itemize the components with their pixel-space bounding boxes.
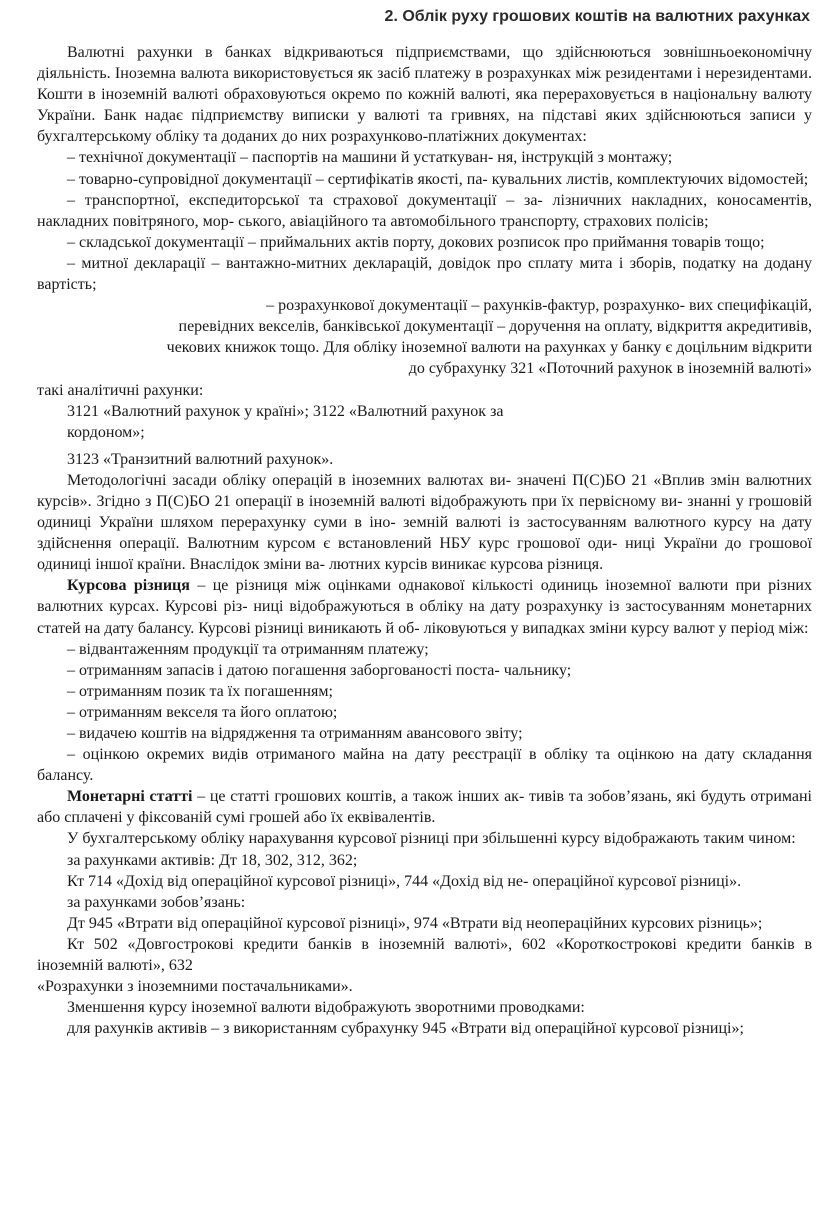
list-item: – отриманням векселя та його оплатою;	[67, 703, 338, 721]
liabilities-credit-tail: «Розрахунки з іноземними постачальниками».	[37, 978, 353, 996]
exchange-difference-definition: – це різниця між оцінками однакової кількості одиниць іноземної валюти при різних валютних курсах. Курсові різ- ниці відображуються в обліку на дату розрахунку із застосуванням монетарних статей на дату балансу. Курсові різниці виникають й об- ліковуються у випадках зміни курсу валют у період між:	[37, 577, 812, 637]
settlement-docs-line: чекових книжок тощо. Для обліку іноземної валюти на рахунках у банку є доцільним відкрити	[166, 339, 812, 357]
assets-decrease-line: для рахунків активів – з використанням субрахунку 945 «Втрати від операційної курсової різниці»;	[67, 1020, 744, 1038]
monetary-items-term: Монетарні статті	[67, 788, 193, 806]
settlement-docs-line: до субрахунку 321 «Поточний рахунок в іноземній валюті»	[408, 360, 812, 378]
decrease-paragraph: Зменшення курсу іноземної валюти відображують зворотними проводками:	[67, 999, 585, 1017]
exchange-difference-paragraph	[37, 575, 812, 638]
account-3121: 3121 «Валютний рахунок у країні»; 3122 «Валютний рахунок за	[67, 402, 504, 420]
list-item: – транспортної, експедиторської та страхової документації – за- лізничних накладних, коносаментів, накладних повітряного, мор- ського, авіаційного та автомобільного транспорту, страхових полісів;	[37, 191, 812, 230]
list-item: – отриманням позик та їх погашенням;	[67, 682, 333, 700]
list-item: – товарно-супровідної документації – сертифікатів якості, па- кувальних листів, комплектуючих відомостей;	[67, 170, 809, 188]
assets-debit-line: за рахунками активів: Дт 18, 302, 312, 362;	[67, 851, 358, 869]
liabilities-debit-line: Дт 945 «Втрати від операційної курсової різниці», 974 «Втрати від неопераційних курсових різниць»;	[67, 914, 763, 932]
assets-credit-line: Кт 714 «Дохід від операційної курсової різниці», 744 «Дохід від не- операційної курсової різниці».	[67, 872, 742, 890]
methodology-paragraph: Методологічні засади обліку операцій в іноземних валютах ви- значені П(С)БО 21 «Вплив змін валютних курсів». Згідно з П(С)БО 21 операції в іноземній валюті відображують при їх первісному ви- знанні у грошовій одиниці України шляхом перерахунку суми в іно- земній валюті із застосуванням валютного курсу на дату здійснення операції. Валютним курсом є встановлений НБУ курс грошової оди- ниці України до грошової одиниці іншої країни. Внаслідок зміни ва- лютних курсів виникає курсова різниця.	[37, 471, 812, 574]
monetary-items-paragraph	[37, 786, 812, 828]
list-item: – митної декларації – вантажно-митних декларацій, довідок про сплату мита і зборів, податку на додану вартість;	[37, 254, 812, 294]
monetary-items-definition: – це статті грошових коштів, а також інших ак- тивів та зобов’язань, які будуть отримані або сплачені у фіксованій сумі грошей або їх еквівалентів.	[37, 788, 813, 827]
settlement-docs-line: – розрахункової документації – рахунків-фактур, розрахунко- вих специфікацій,	[266, 297, 812, 315]
analytic-accounts-intro: такі аналітичні рахунки:	[37, 381, 204, 399]
liabilities-label: за рахунками зобов’язань:	[67, 893, 246, 911]
list-item: – отриманням запасів і датою погашення заборгованості поста- чальнику;	[67, 661, 572, 679]
section-heading: 2. Облік руху грошових коштів на валютних рахунках	[384, 8, 810, 25]
list-item: – складської документації – приймальних актів порту, докових розписок про приймання товарів тощо;	[67, 233, 765, 251]
intro-paragraph: Валютні рахунки в банках відкриваються підприємствами, що здійснюються зовнішньоекономічну діяльність. Іноземна валюта використовується як засіб платежу в розрахунках між резидентами і нерезидентами. Кошти в іноземній валюті обраховуються окремо по кожній валюті, яка перераховується в національну валюту України. Банк надає підприємству виписки у валюті та гривнях, на підставі яких здійснюються записи у бухгалтерському обліку та доданих до них розрахунково-платіжних документах:	[37, 44, 812, 146]
list-item: – відвантаженням продукції та отриманням платежу;	[67, 640, 429, 658]
liabilities-credit-line: Кт 502 «Довгострокові кредити банків в іноземній валюті», 602 «Короткострокові кредити банків в іноземній валюті», 632	[37, 935, 812, 975]
increase-paragraph: У бухгалтерському обліку нарахування курсової різниці при збільшенні курсу відображають таким чином:	[67, 830, 796, 848]
list-item: – видачею коштів на відрядження та отриманням авансового звіту;	[67, 725, 523, 742]
account-3122-tail: кордоном»;	[67, 423, 145, 441]
document-body	[37, 42, 812, 1039]
exchange-difference-term: Курсова різниця	[67, 577, 190, 595]
settlement-docs-line: перевідних векселів, банківської документації – доручення на оплату, відкриття акредитивів,	[178, 318, 812, 336]
list-item: – оцінкою окремих видів отриманого майна на дату реєстрації в обліку та оцінкою на дату складання балансу.	[37, 746, 812, 785]
list-item: – технічної документації – паспортів на машини й устаткуван- ня, інструкцій з монтажу;	[67, 149, 673, 167]
account-3123: 3123 «Транзитний валютний рахунок».	[67, 450, 334, 468]
